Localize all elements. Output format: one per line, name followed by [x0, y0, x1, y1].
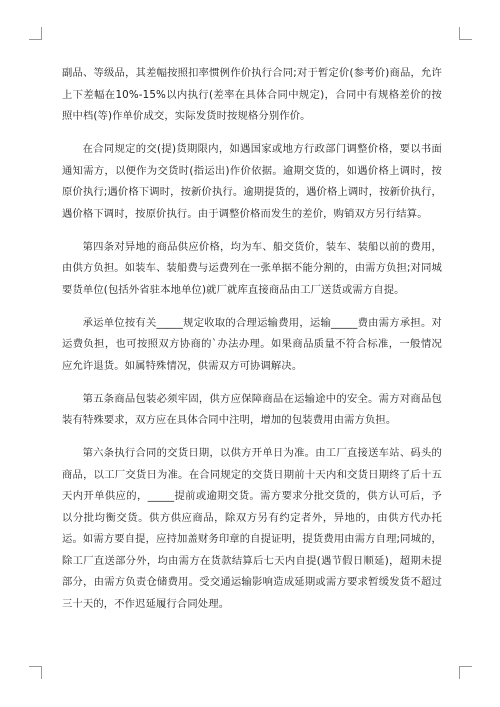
- paragraph-article-4: 第四条对异地的商品供应价格，均为车、船交货价，装车、装船以前的费用，由供方负担。如装车、装船费与运费列在一张单据不能分割的，由需方负担;对同城要货单位(包括外省驻本地单位)就厂就库直接商品由工厂送货或需方自提。: [62, 240, 442, 296]
- paragraph-transport-fees: 承运单位按有关_____规定收取的合理运输费用，运输_____费由需方承担。对运费负担，也可按照双方协商的`办法办理。如果商品质量不符合标准，一般情况应允许退货。如属特殊情况，供需双方可协调解决。: [62, 316, 442, 372]
- paragraph-article-6: 第六条执行合同的交货日期，以供方开单日为准。由工厂直接送车站、码头的商品，以工厂交货日为准。在合同规定的交货日期前十天内和交货日期终了后十五天内开单供应的，_____提前或逾期交货。需方要求分批交货的，供方认可后，予以分批均衡交货。供方供应商品，除双方另有约定者外，异地的，由供方代办托运。如需方要自提，应持加盖财务印章的自提证明，提货费用由需方自理;同城的，除工厂直送部分外，均由需方在货款结算后七天内自提(遇节假日顺延)，超期未提部分，由需方负责仓储费用。受交通运输影响造成延期或需方要求暂缓发货不超过三十天的，不作迟延履行合同处理。: [62, 447, 442, 610]
- paragraph-article-5: 第五条商品包装必须牢固，供方应保障商品在运输途中的安全。需方对商品包装有特殊要求，双方应在具体合同中注明，增加的包装费用由需方负担。: [62, 392, 442, 426]
- paragraph-price-variance: 副品、等级品，其差幅按照扣率惯例作价执行合同;对于暂定价(参考价)商品，允许上下差幅在10%-15%以内执行(差率在具体合同中规定)，合同中有规格差价的按照中档(等)作单价成交，实际发货时按规格分别作价。: [62, 67, 442, 122]
- document-body: [62, 63, 442, 627]
- paragraph-price-adjustment: 在合同规定的交(提)货期限内，如遇国家或地方行政部门调整价格，要以书面通知需方，以便作为交货时(指运出)作价依据。逾期交货的，如遇价格上调时，按原价执行;遇价格下调时，按新价执行。逾期提货的，遇价格上调时，按新价执行，遇价格下调时，按原价执行。由于调整价格而发生的差价，购销双方另行结算。: [62, 143, 442, 220]
- crop-mark-top-left: [29, 27, 42, 40]
- crop-mark-bottom-right: [459, 666, 472, 679]
- crop-mark-bottom-left: [29, 666, 42, 679]
- crop-mark-top-right: [459, 27, 472, 40]
